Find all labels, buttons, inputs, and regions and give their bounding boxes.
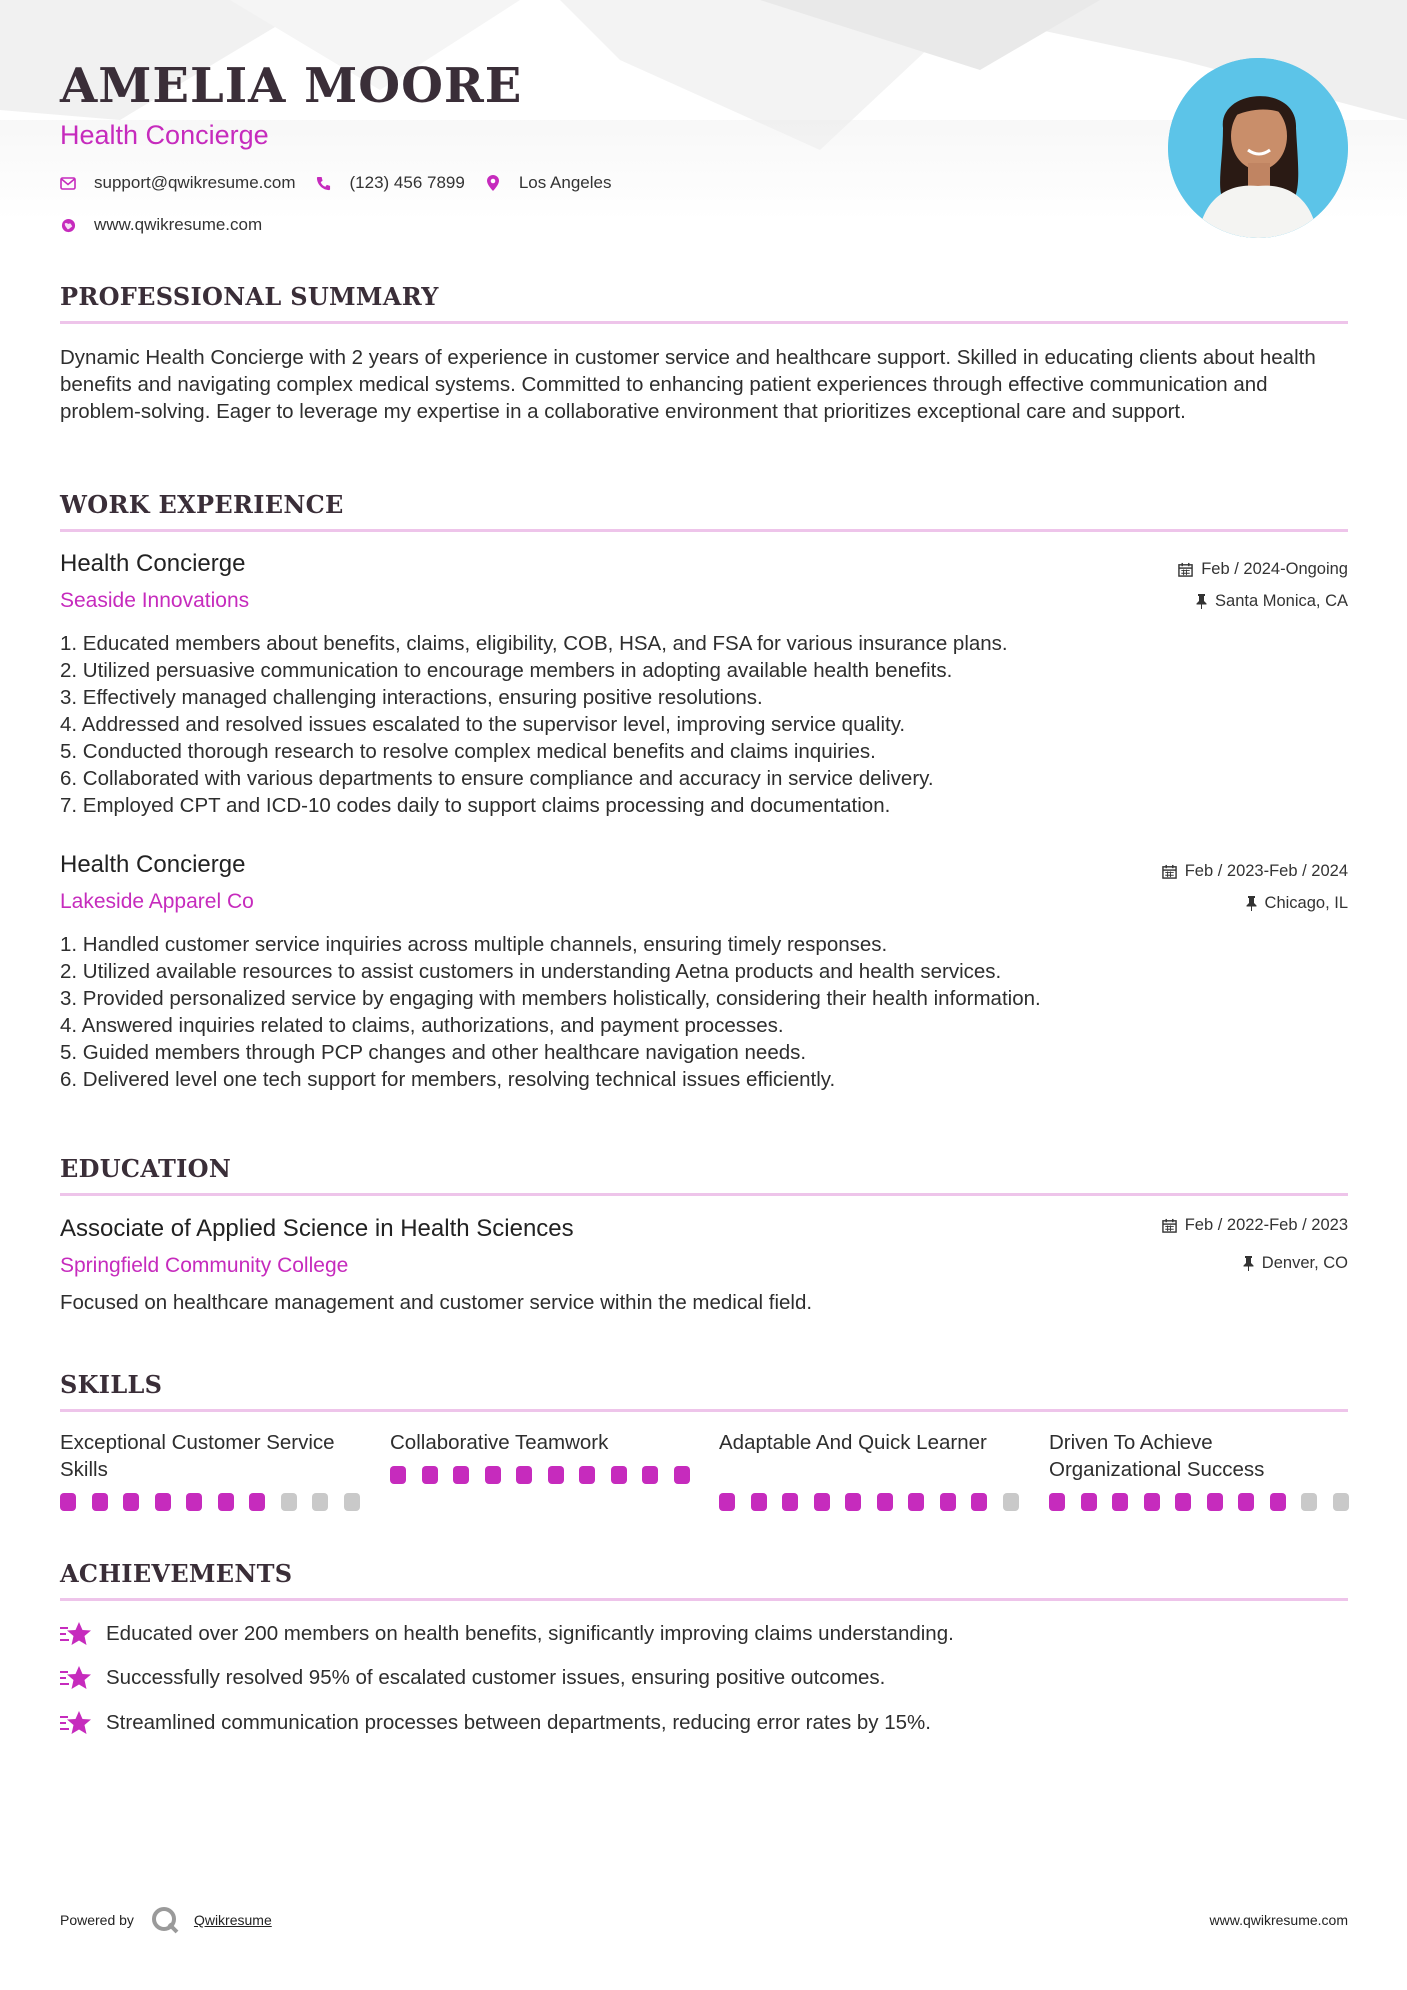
phone-text[interactable]: (123) 456 7899	[349, 173, 465, 192]
skill-dot-filled	[186, 1493, 202, 1511]
skill-dot-empty	[312, 1493, 328, 1511]
website-link[interactable]: www.qwikresume.com	[94, 215, 263, 234]
education-description: Focused on healthcare management and customer service within the medical field.	[60, 1291, 813, 1314]
skill-label: Driven To Achieve Organizational Success	[1049, 1431, 1265, 1481]
calendar-icon	[1162, 1218, 1177, 1233]
list-item: 7. Employed CPT and ICD-10 codes daily to support claims processing and documentation.	[60, 794, 891, 817]
experience-heading: WORK EXPERIENCE	[60, 490, 344, 519]
star-icon	[60, 1664, 94, 1692]
achievement-text: Educated over 200 members on health benefits, significantly improving claims understanding.	[106, 1622, 954, 1645]
job-title: Health Concierge	[60, 851, 246, 878]
globe-icon	[60, 217, 76, 233]
candidate-name: AMELIA MOORE	[60, 58, 523, 114]
list-item: 3. Provided personalized service by engaging with members holistically, considering their health information.	[60, 987, 1041, 1010]
skill-dot-filled	[155, 1493, 171, 1511]
skill-dot-filled	[674, 1466, 690, 1484]
section-divider	[60, 1598, 1348, 1601]
calendar-icon	[1178, 562, 1193, 577]
achievement-text: Streamlined communication processes between departments, reducing error rates by 15%.	[106, 1711, 931, 1734]
job-company: Lakeside Apparel Co	[60, 890, 254, 913]
skill-dot-empty	[281, 1493, 297, 1511]
achievement-item	[60, 1664, 885, 1692]
footer	[60, 1905, 1348, 1935]
skill-dot-filled	[485, 1466, 501, 1484]
job-dates-text: Feb / 2024-Ongoing	[1201, 560, 1348, 578]
skill-dot-filled	[1175, 1493, 1191, 1511]
achievements-heading: ACHIEVEMENTS	[60, 1559, 293, 1588]
skill-dot-empty	[1333, 1493, 1349, 1511]
candidate-title: Health Concierge	[60, 120, 269, 150]
list-item: 5. Guided members through PCP changes and other healthcare navigation needs.	[60, 1041, 807, 1064]
skill-dot-filled	[971, 1493, 987, 1511]
job-dates-text: Feb / 2023-Feb / 2024	[1184, 862, 1348, 880]
job-location-text: Chicago, IL	[1264, 894, 1348, 912]
list-item: 2. Utilized available resources to assist customers in understanding Aetna products and health services.	[60, 960, 1002, 983]
skill-dot-filled	[390, 1466, 406, 1484]
skill-dot-filled	[719, 1493, 735, 1511]
skill-rating	[719, 1493, 1034, 1511]
skill-item	[719, 1429, 1019, 1483]
list-item: 3. Effectively managed challenging interactions, ensuring positive resolutions.	[60, 686, 763, 709]
skill-dot-empty	[344, 1493, 360, 1511]
location-text: Los Angeles	[518, 173, 612, 192]
skill-dot-filled	[1207, 1493, 1223, 1511]
education-dates-text: Feb / 2022-Feb / 2023	[1184, 1216, 1348, 1234]
skill-rating	[60, 1493, 375, 1511]
job-company: Seaside Innovations	[60, 589, 250, 612]
education-location-text: Denver, CO	[1261, 1254, 1348, 1272]
skill-dot-filled	[453, 1466, 469, 1484]
profile-photo	[1168, 58, 1348, 238]
skill-dot-empty	[1301, 1493, 1317, 1511]
section-divider	[60, 529, 1348, 532]
website-row	[60, 215, 282, 235]
list-item: 4. Answered inquiries related to claims, authorizations, and payment processes.	[60, 1014, 784, 1037]
skill-item	[60, 1429, 360, 1483]
skills-heading: SKILLS	[60, 1370, 163, 1399]
achievement-item	[60, 1620, 954, 1648]
skill-dot-filled	[1270, 1493, 1286, 1511]
list-item: 6. Delivered level one tech support for members, resolving technical issues efficiently.	[60, 1068, 836, 1091]
list-item: 2. Utilized persuasive communication to encourage members in adopting available health benefits.	[60, 659, 953, 682]
skill-dot-filled	[516, 1466, 532, 1484]
list-item: 4. Addressed and resolved issues escalated to the supervisor level, improving service quality.	[60, 713, 906, 736]
powered-by-label: Powered by	[60, 1912, 134, 1928]
star-icon	[60, 1709, 94, 1737]
skill-dot-filled	[218, 1493, 234, 1511]
school-name: Springfield Community College	[60, 1254, 349, 1277]
skill-dot-filled	[92, 1493, 108, 1511]
qwikresume-link[interactable]: Qwikresume	[193, 1912, 272, 1928]
list-item: 1. Educated members about benefits, claims, eligibility, COB, HSA, and FSA for various insurance plans.	[60, 632, 1008, 655]
location-pin-icon	[485, 175, 501, 191]
skill-dot-filled	[1081, 1493, 1097, 1511]
skill-rating	[390, 1466, 705, 1484]
star-icon	[60, 1620, 94, 1648]
job-title: Health Concierge	[60, 550, 246, 577]
list-item: 5. Conducted thorough research to resolve complex medical benefits and claims inquiries.	[60, 740, 876, 763]
education-location	[1243, 1254, 1348, 1273]
skill-dot-filled	[642, 1466, 658, 1484]
summary-text: Dynamic Health Concierge with 2 years of experience in customer service and healthcare support. Skilled in educating clients about health benefits and navigating complex medical systems. Committed to enhancing patient experiences through effective communication and problem-solving. Eager to leverage my expertise in a collaborative environment that prioritizes exceptional care and support.	[60, 346, 1316, 423]
skill-dot-filled	[814, 1493, 830, 1511]
achievement-item	[60, 1709, 931, 1737]
skill-label: Collaborative Teamwork	[390, 1431, 609, 1454]
skill-dot-filled	[877, 1493, 893, 1511]
skill-item	[1049, 1429, 1349, 1483]
skill-dot-filled	[1238, 1493, 1254, 1511]
contact-row	[60, 173, 631, 193]
skill-label: Exceptional Customer Service Skills	[60, 1431, 335, 1481]
skill-dot-filled	[123, 1493, 139, 1511]
skill-dot-filled	[1049, 1493, 1065, 1511]
pushpin-icon	[1243, 1256, 1254, 1271]
list-item: 1. Handled customer service inquiries across multiple channels, ensuring timely responses.	[60, 933, 888, 956]
skill-dot-empty	[1003, 1493, 1019, 1511]
job-location-text: Santa Monica, CA	[1215, 592, 1348, 610]
email-text[interactable]: support@qwikresume.com	[94, 173, 296, 192]
job-bullets	[60, 630, 1348, 819]
job-dates	[1178, 560, 1348, 579]
skill-dot-filled	[422, 1466, 438, 1484]
email-icon	[60, 175, 76, 191]
section-divider	[60, 321, 1348, 324]
phone-icon	[316, 175, 332, 191]
education-heading: EDUCATION	[60, 1154, 232, 1183]
section-divider	[60, 1193, 1348, 1196]
skill-dot-filled	[940, 1493, 956, 1511]
skill-rating	[1049, 1493, 1364, 1511]
skill-dot-filled	[782, 1493, 798, 1511]
pushpin-icon	[1246, 896, 1257, 911]
job-bullets	[60, 931, 1348, 1093]
skill-dot-filled	[60, 1493, 76, 1511]
summary-heading: PROFESSIONAL SUMMARY	[60, 282, 439, 311]
skill-dot-filled	[1144, 1493, 1160, 1511]
skill-dot-filled	[611, 1466, 627, 1484]
calendar-icon	[1162, 864, 1177, 879]
job-dates	[1162, 862, 1348, 881]
education-dates	[1162, 1216, 1348, 1235]
skill-dot-filled	[1112, 1493, 1128, 1511]
skill-item	[390, 1429, 690, 1483]
skill-dot-filled	[548, 1466, 564, 1484]
job-location	[1246, 894, 1348, 913]
skill-label: Adaptable And Quick Learner	[719, 1431, 987, 1454]
job-location	[1196, 592, 1348, 611]
achievement-text: Successfully resolved 95% of escalated customer issues, ensuring positive outcomes.	[106, 1666, 886, 1689]
footer-website-link[interactable]: www.qwikresume.com	[1209, 1912, 1348, 1928]
skill-dot-filled	[908, 1493, 924, 1511]
degree-title: Associate of Applied Science in Health Sciences	[60, 1215, 574, 1242]
pushpin-icon	[1196, 594, 1207, 609]
skill-dot-filled	[579, 1466, 595, 1484]
skill-dot-filled	[751, 1493, 767, 1511]
list-item: 6. Collaborated with various departments to ensure compliance and accuracy in service delivery.	[60, 767, 934, 790]
qwikresume-logo-icon	[150, 1905, 180, 1935]
skill-dot-filled	[845, 1493, 861, 1511]
skill-dot-filled	[249, 1493, 265, 1511]
section-divider	[60, 1409, 1348, 1412]
